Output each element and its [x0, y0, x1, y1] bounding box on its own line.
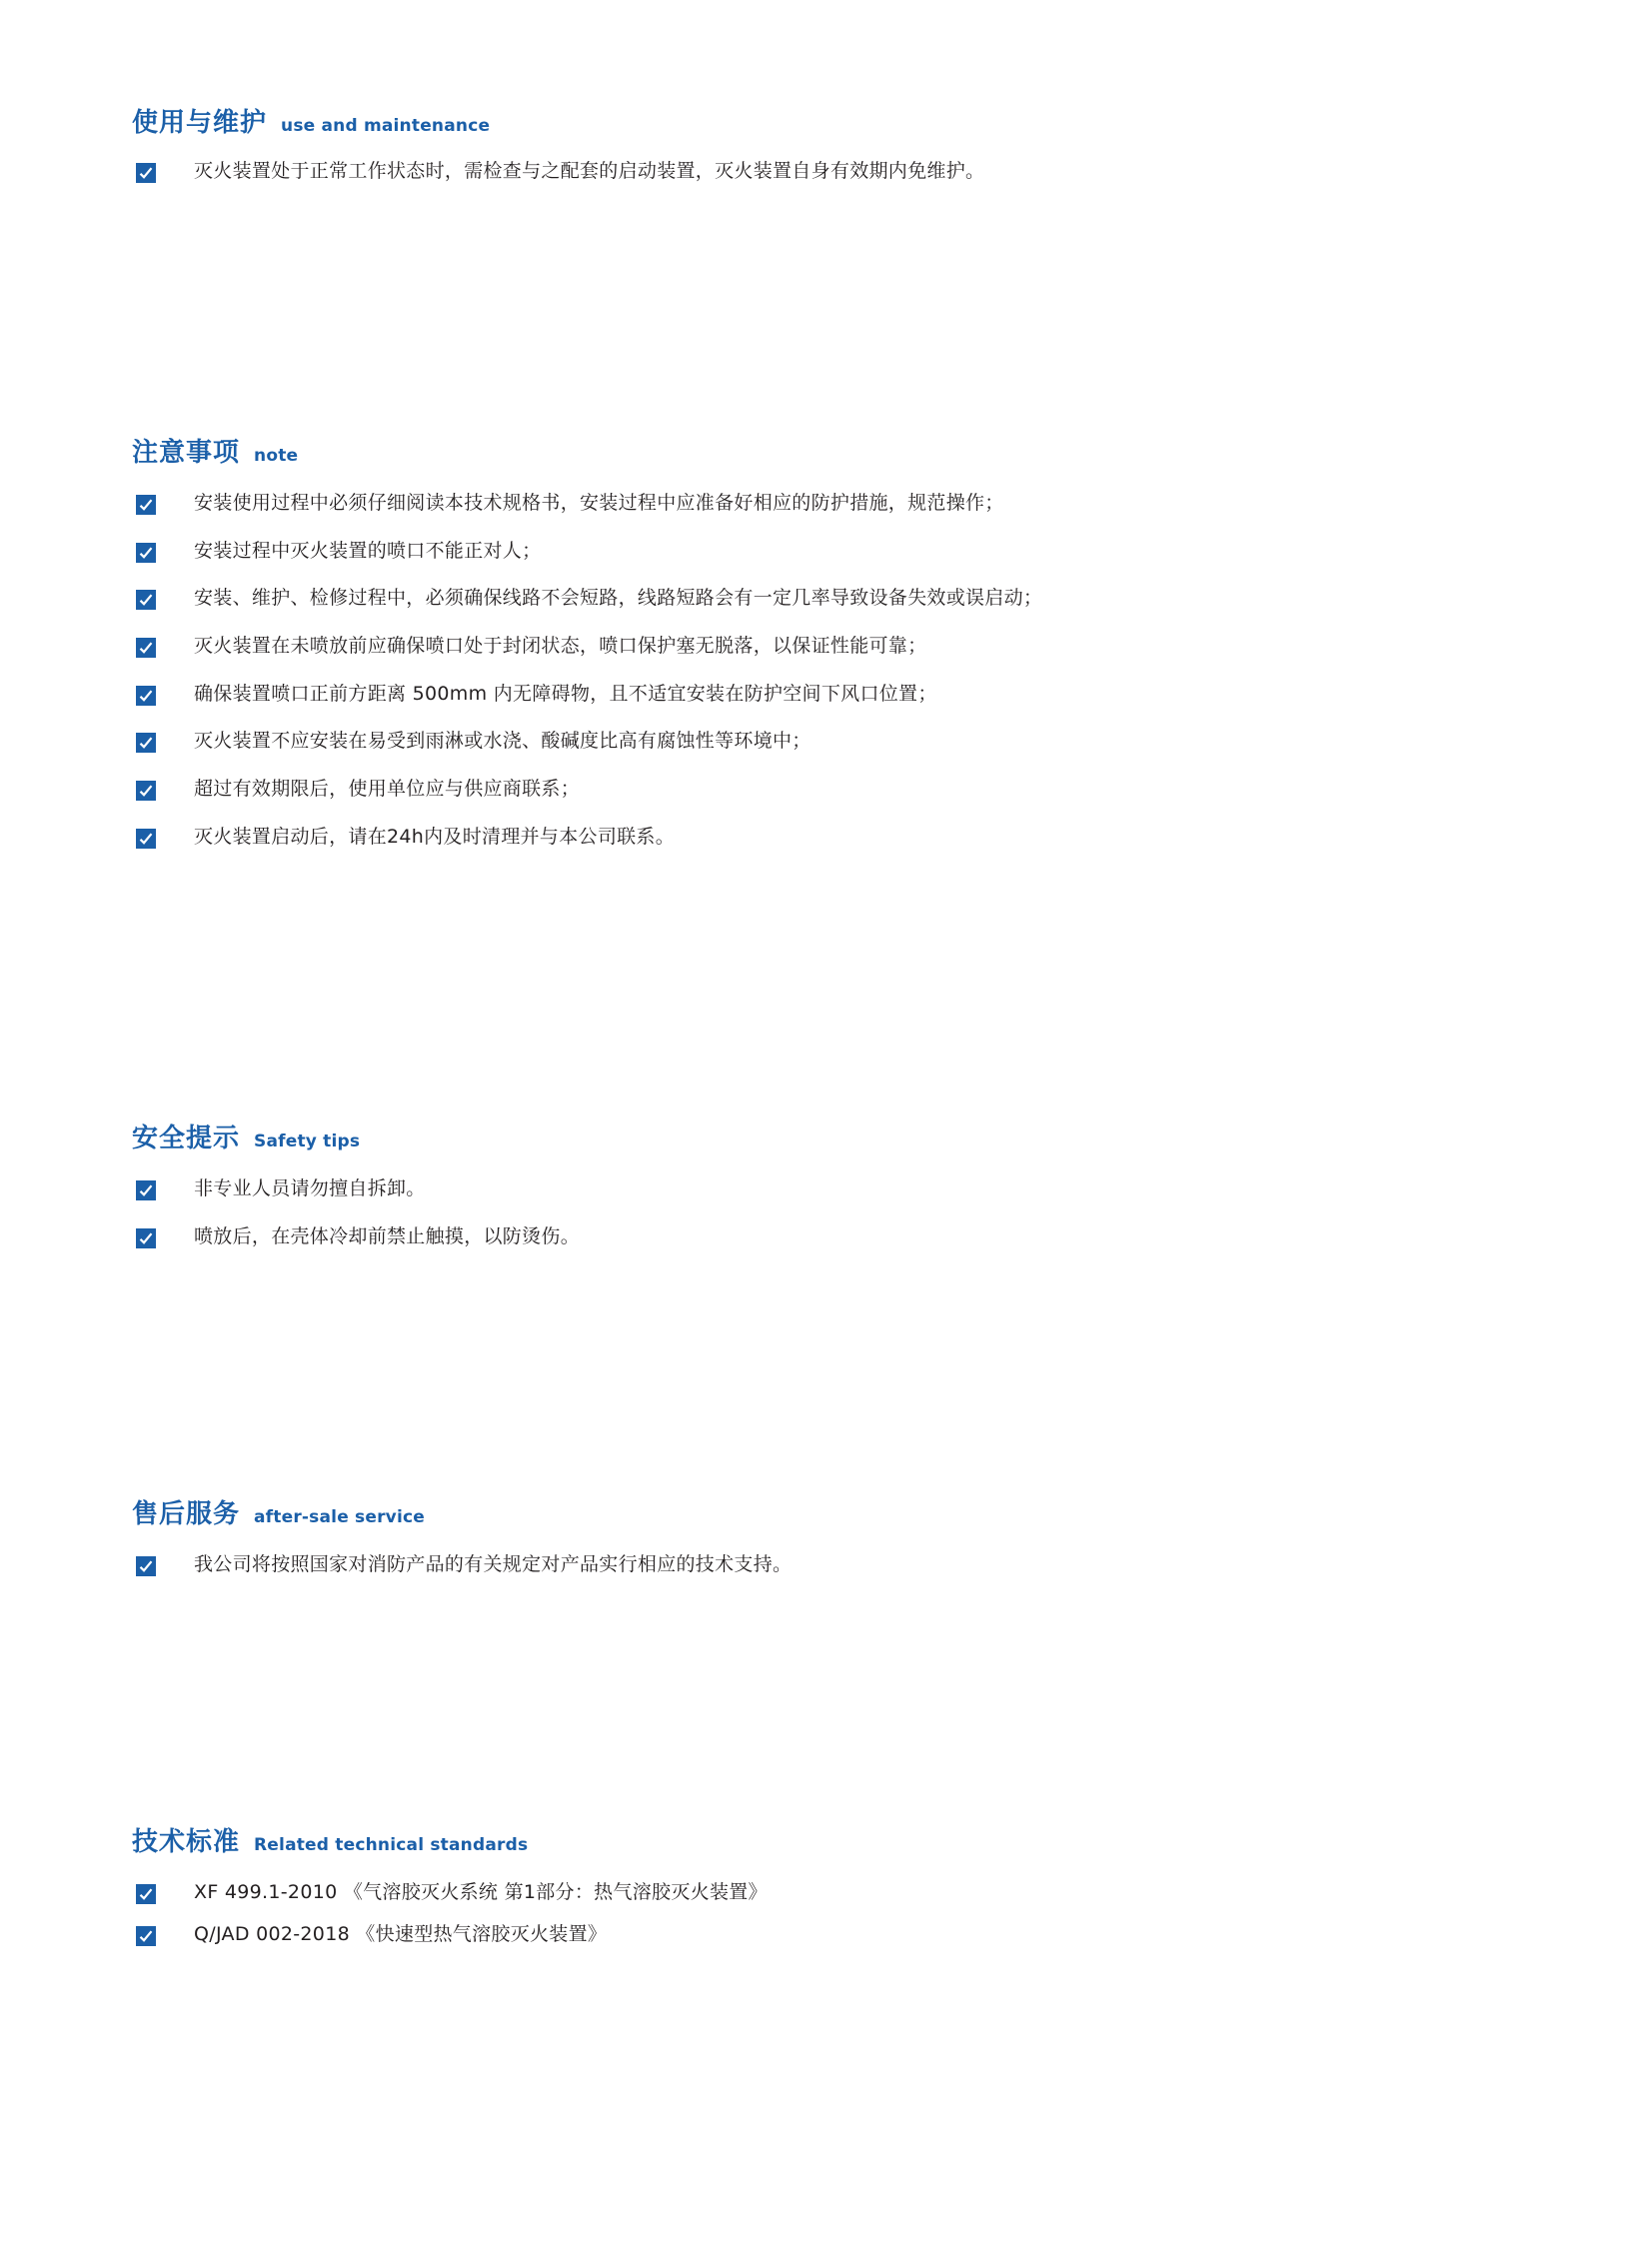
list-item [132, 1880, 1551, 1906]
section-title-en: use and maintenance [281, 116, 491, 136]
bullet-list [132, 1880, 1551, 1947]
section-after-sale-service [132, 1499, 1551, 1578]
section-title-cn: 注意事项 [132, 438, 241, 468]
section-heading [132, 1499, 1551, 1530]
checkmark-square-icon [136, 495, 156, 515]
section-title-en: Related technical standards [254, 1835, 529, 1855]
section-note [132, 438, 1551, 850]
list-item [132, 159, 1551, 185]
list-item-text: 安装使用过程中必须仔细阅读本技术规格书，安装过程中应准备好相应的防护措施，规范操作； [194, 492, 1004, 515]
checkmark-square-icon [136, 1228, 156, 1248]
list-item-text: 超过有效期限后，使用单位应与供应商联系； [194, 778, 581, 801]
list-item [132, 539, 1551, 565]
section-title-en: after-sale service [254, 1507, 425, 1527]
checkmark-square-icon [136, 686, 156, 706]
checkmark-square-icon [136, 781, 156, 801]
section-title-cn: 安全提示 [132, 1123, 241, 1153]
checkmark-square-icon [136, 1180, 156, 1200]
section-title-cn: 售后服务 [132, 1499, 241, 1529]
checkmark-square-icon [136, 543, 156, 563]
bullet-list [132, 159, 1551, 185]
checkmark-square-icon [136, 638, 156, 658]
list-item [132, 1224, 1551, 1250]
list-item-text: 我公司将按照国家对消防产品的有关规定对产品实行相应的技术支持。 [194, 1553, 793, 1576]
section-use-and-maintenance [132, 108, 1551, 185]
bullet-list [132, 1176, 1551, 1249]
list-item-text: 灭火装置启动后，请在24h内及时清理并与本公司联系。 [194, 825, 676, 848]
list-item [132, 491, 1551, 517]
list-item [132, 682, 1551, 708]
bullet-list [132, 491, 1551, 850]
list-item [132, 1176, 1551, 1202]
section-heading [132, 108, 1551, 139]
section-title-en: note [254, 446, 299, 466]
checkmark-square-icon [136, 733, 156, 753]
bullet-list [132, 1552, 1551, 1578]
list-item-text: 灭火装置在未喷放前应确保喷口处于封闭状态，喷口保护塞无脱落，以保证性能可靠； [194, 635, 927, 658]
checkmark-square-icon [136, 163, 156, 183]
section-technical-standards [132, 1827, 1551, 1963]
list-item-text: 灭火装置处于正常工作状态时，需检查与之配套的启动装置，灭火装置自身有效期内免维护。 [194, 160, 985, 183]
section-title-cn: 使用与维护 [132, 108, 268, 138]
checkmark-square-icon [136, 829, 156, 849]
list-item-text: XF 499.1-2010 《气溶胶灭火系统 第1部分：热气溶胶灭火装置》 [194, 1881, 768, 1904]
list-item-text: 安装、维护、检修过程中，必须确保线路不会短路，线路短路会有一定几率导致设备失效或误启动； [194, 587, 1043, 610]
list-item-text: 确保装置喷口正前方距离 500mm 内无障碍物，且不适宜安装在防护空间下风口位置； [194, 682, 937, 705]
list-item [132, 634, 1551, 660]
section-safety-tips [132, 1123, 1551, 1249]
list-item-text: 安装过程中灭火装置的喷口不能正对人； [194, 539, 542, 562]
section-heading [132, 1123, 1551, 1154]
checkmark-square-icon [136, 1556, 156, 1576]
checkmark-square-icon [136, 1926, 156, 1946]
list-item [132, 1922, 1551, 1948]
list-item [132, 1552, 1551, 1578]
section-heading [132, 1827, 1551, 1858]
section-heading [132, 438, 1551, 469]
list-item [132, 729, 1551, 755]
list-item-text: 非专业人员请勿擅自拆卸。 [194, 1177, 426, 1200]
list-item [132, 777, 1551, 803]
list-item-text: 喷放后，在壳体冷却前禁止触摸，以防烫伤。 [194, 1224, 581, 1247]
list-item [132, 825, 1551, 851]
list-item-text: Q/JAD 002-2018 《快速型热气溶胶灭火装置》 [194, 1922, 608, 1945]
section-title-cn: 技术标准 [132, 1827, 241, 1857]
list-item [132, 586, 1551, 612]
checkmark-square-icon [136, 590, 156, 610]
section-title-en: Safety tips [254, 1131, 361, 1151]
checkmark-square-icon [136, 1884, 156, 1904]
list-item-text: 灭火装置不应安装在易受到雨淋或水浇、酸碱度比高有腐蚀性等环境中； [194, 730, 812, 753]
